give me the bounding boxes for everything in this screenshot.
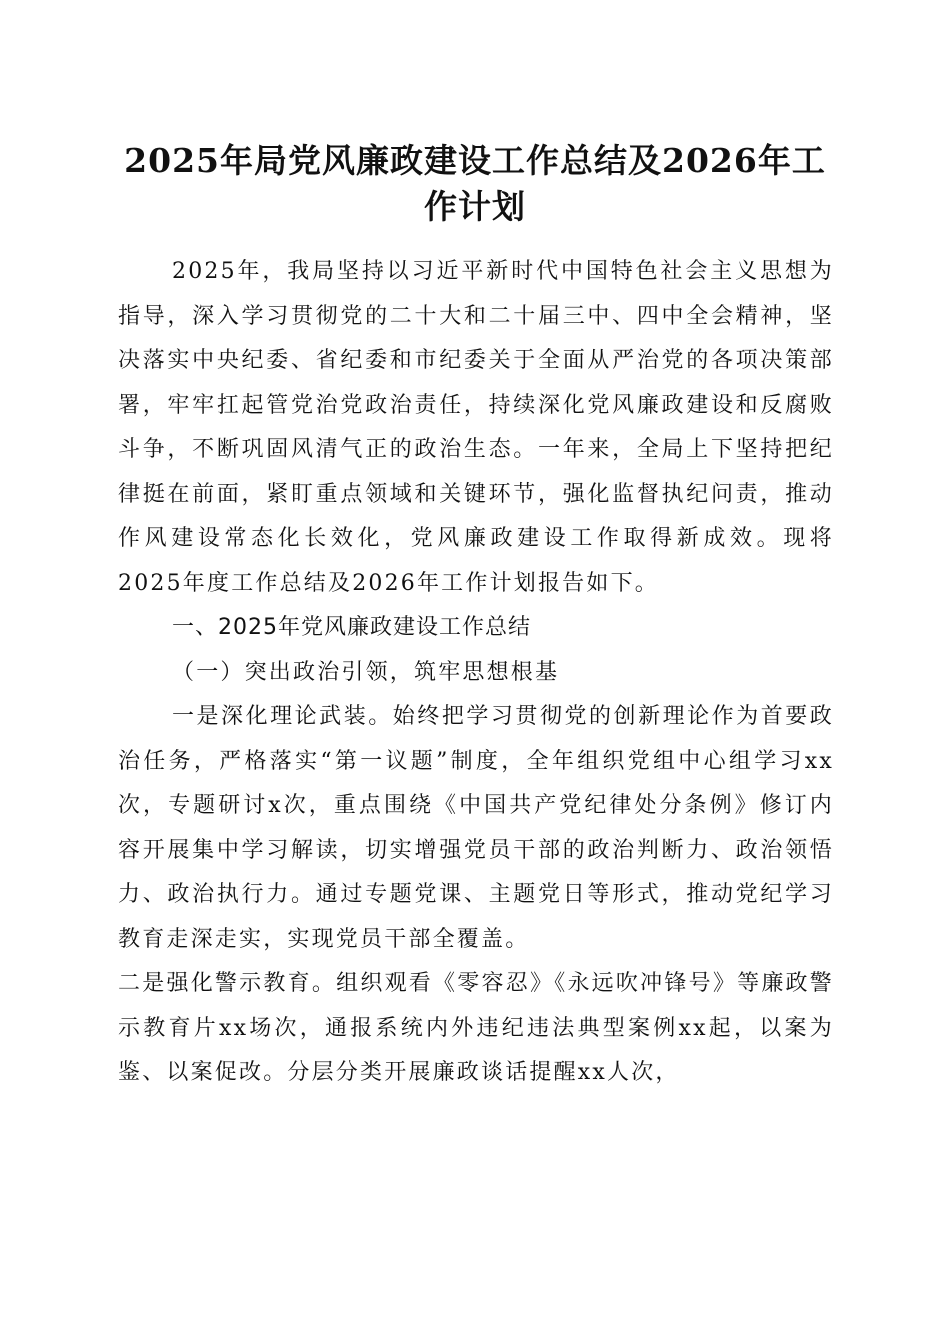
- title-line-2: 作计划: [424, 187, 526, 226]
- point-lead-1: 一是深化理论武装。: [172, 704, 393, 729]
- point-lead-2: 二是强化警示教育。: [118, 971, 337, 996]
- section-heading: 一、2025年党风廉政建设工作总结: [172, 615, 531, 640]
- document-title: [110, 138, 840, 230]
- title-line-1: 2025年局党风廉政建设工作总结及2026年工: [124, 141, 826, 180]
- point-paragraph-2: [118, 962, 834, 1096]
- subsection-heading: （一）突出政治引领，筑牢思想根基: [172, 659, 560, 685]
- document-body: [118, 250, 834, 1096]
- intro-paragraph: 2025年，我局坚持以习近平新时代中国特色社会主义思想为指导，深入学习贯彻党的二十大和二十届三中、四中全会精神，坚决落实中央纪委、省纪委和市纪委关于全面从严治党的各项决策部署，牢牢扛起管党治党政治责任，持续深化党风廉政建设和反腐败斗争，不断巩固风清气正的政治生态。一年来，全局上下坚持把纪律挺在前面，紧盯重点领域和关键环节，强化监督执纪问责，推动作风建设常态化长效化，党风廉政建设工作取得新成效。现将2025年度工作总结及2026年工作计划报告如下。: [118, 259, 834, 596]
- point-paragraph-1: [118, 695, 834, 962]
- point-text-1: 始终把学习贯彻党的创新理论作为首要政治任务，严格落实“第一议题”制度，全年组织党组中心组学习xx次，专题研讨x次，重点围绕《中国共产党纪律处分条例》修订内容开展集中学习解读，切实增强党员干部的政治判断力、政治领悟力、政治执行力。通过专题党课、主题党日等形式，推动党纪学习教育走深走实，实现党员干部全覆盖。: [118, 704, 834, 952]
- point-text-2: 组织观看《零容忍》《永远吹冲锋号》等廉政警示教育片xx场次，通报系统内外违纪违法典型案例xx起，以案为鉴、以案促改。分层分类开展廉政谈话提醒xx人次，: [118, 971, 834, 1085]
